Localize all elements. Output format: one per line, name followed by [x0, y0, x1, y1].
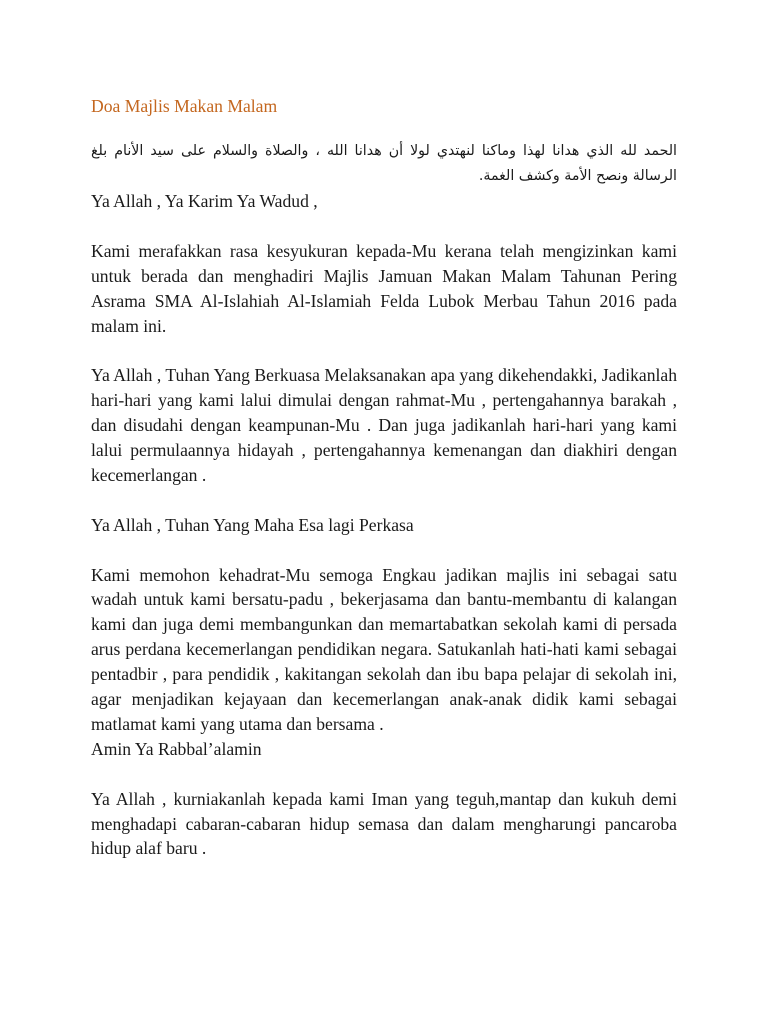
paragraph-iman: Ya Allah , kurniakanlah kepada kami Iman yang teguh,mantap dan kukuh demi menghadapi cabaran-cabaran hidup semasa dan dalam mengharungi pancaroba hidup alaf baru .	[91, 788, 677, 859]
document-title: Doa Majlis Makan Malam	[91, 96, 278, 116]
amin-line: Amin Ya Rabbal’alamin	[91, 738, 262, 759]
invocation-maha-esa: Ya Allah , Tuhan Yang Maha Esa lagi Perkasa	[91, 514, 414, 535]
salutation: Ya Allah , Ya Karim Ya Wadud ,	[91, 191, 318, 211]
paragraph-petition: Kami memohon kehadrat-Mu semoga Engkau jadikan majlis ini sebagai satu wadah untuk kami bersatu-padu , bekerjasama dan bantu-membantu di kalangan kami dan juga demi membangunkan dan memartabatkan sekolah kami di persada arus perdana kecemerlangan pendidikan negara. Satukanlah hati-hati kami sebagai pentadbir , para pendidik , kakitangan sekolah dan ibu bapa pelajar di sekolah ini, agar menjadikan kejayaan dan kecemerlangan anak-anak didik kami sebagai matlamat kami yang utama dan bersama .	[91, 564, 677, 734]
paragraph-blessings: Ya Allah , Tuhan Yang Berkuasa Melaksanakan apa yang dikehendakki, Jadikanlah hari-hari yang kami lalui dimulai dengan rahmat-Mu , pertengahannya barakah , dan disudahi dengan keampunan-Mu . Dan juga jadikanlah hari-hari yang kami lalui permulaannya hidayah , pertengahannya kemenangan dan diakhiri dengan kecemerlangan .	[91, 365, 677, 485]
arabic-opening-prayer: الحمد لله الذي هدانا لهذا وماكنا لنهتدي لولا أن هدانا الله ، والصلاة والسلام على سيد الأنام بلغ الرسالة ونصح الأمة وكشف الغمة.	[91, 143, 677, 184]
paragraph-gratitude: Kami merafakkan rasa kesyukuran kepada-Mu kerana telah mengizinkan kami untuk berada dan menghadiri Majlis Jamuan Makan Malam Tahunan Pering Asrama SMA Al-Islahiah Al-Islamiah Felda Lubok Merbau Tahun 2016 pada malam ini.	[91, 240, 677, 336]
